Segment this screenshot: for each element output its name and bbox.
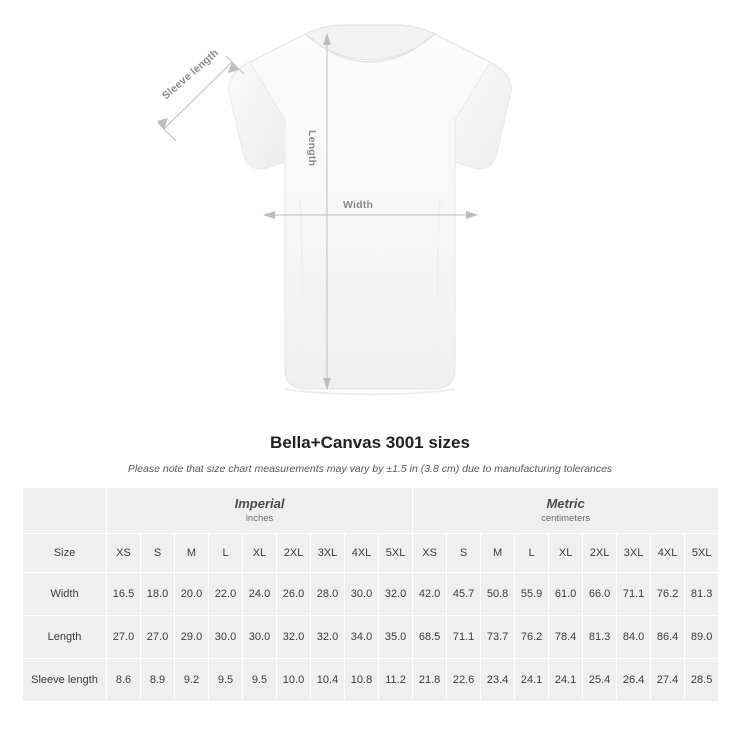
col-header: M — [481, 534, 515, 573]
row-label-sleeve-length: Sleeve length — [23, 659, 107, 702]
cell: 21.8 — [413, 659, 447, 702]
cell: 10.8 — [345, 659, 379, 702]
cell: 26.4 — [617, 659, 651, 702]
col-header: 2XL — [277, 534, 311, 573]
cell: 20.0 — [175, 573, 209, 616]
cell: 23.4 — [481, 659, 515, 702]
sleeve-length-label: Sleeve length — [160, 46, 221, 103]
cell: 55.9 — [515, 573, 549, 616]
col-header: 3XL — [617, 534, 651, 573]
col-header: 3XL — [311, 534, 345, 573]
cell: 50.8 — [481, 573, 515, 616]
cell: 18.0 — [141, 573, 175, 616]
row-label-length: Length — [23, 616, 107, 659]
width-label: Width — [343, 199, 374, 211]
page-title: Bella+Canvas 3001 sizes — [270, 433, 470, 452]
table-unit-header-row — [23, 488, 719, 534]
cell: 32.0 — [311, 616, 345, 659]
cell: 42.0 — [413, 573, 447, 616]
cell: 9.2 — [175, 659, 209, 702]
col-header: 4XL — [345, 534, 379, 573]
cell: 8.6 — [107, 659, 141, 702]
cell: 34.0 — [345, 616, 379, 659]
table-row — [23, 616, 719, 659]
cell: 45.7 — [447, 573, 481, 616]
col-header: 4XL — [651, 534, 685, 573]
col-header: 2XL — [583, 534, 617, 573]
cell: 71.1 — [447, 616, 481, 659]
col-header: L — [515, 534, 549, 573]
unit-group-metric — [413, 488, 719, 534]
unit-group-imperial — [107, 488, 413, 534]
measurement-note: Please note that size chart measurements may vary by ±1.5 in (3.8 cm) due to manufacturing tolerances — [127, 463, 613, 475]
cell: 86.4 — [651, 616, 685, 659]
cell: 71.1 — [617, 573, 651, 616]
cell: 24.1 — [549, 659, 583, 702]
cell: 89.0 — [685, 616, 719, 659]
cell: 11.2 — [379, 659, 413, 702]
unit-group-metric-name: Metric — [546, 495, 585, 511]
col-header: S — [141, 534, 175, 573]
cell: 68.5 — [413, 616, 447, 659]
unit-group-imperial-name: Imperial — [234, 495, 285, 511]
cell: 73.7 — [481, 616, 515, 659]
cell: 27.0 — [141, 616, 175, 659]
cell: 84.0 — [617, 616, 651, 659]
unit-group-metric-sub: centimeters — [541, 512, 591, 524]
table-row — [23, 659, 719, 702]
col-header: S — [447, 534, 481, 573]
cell: 22.6 — [447, 659, 481, 702]
cell: 35.0 — [379, 616, 413, 659]
cell: 10.4 — [311, 659, 345, 702]
cell: 32.0 — [379, 573, 413, 616]
cell: 24.0 — [243, 573, 277, 616]
col-header: XS — [107, 534, 141, 573]
col-header: 5XL — [379, 534, 413, 573]
col-header: XL — [549, 534, 583, 573]
col-header: M — [175, 534, 209, 573]
col-header: XL — [243, 534, 277, 573]
cell: 29.0 — [175, 616, 209, 659]
size-table — [22, 487, 719, 702]
cell: 30.0 — [243, 616, 277, 659]
cell: 28.0 — [311, 573, 345, 616]
row-label-width: Width — [23, 573, 107, 616]
table-row — [23, 573, 719, 616]
size-table-wrapper — [22, 487, 718, 702]
cell: 30.0 — [209, 616, 243, 659]
cell: 81.3 — [685, 573, 719, 616]
cell: 81.3 — [583, 616, 617, 659]
cell: 61.0 — [549, 573, 583, 616]
col-header: L — [209, 534, 243, 573]
cell: 28.5 — [685, 659, 719, 702]
length-label: Length — [306, 130, 318, 167]
unit-header-spacer — [23, 488, 107, 534]
cell: 32.0 — [277, 616, 311, 659]
cell: 66.0 — [583, 573, 617, 616]
cell: 27.4 — [651, 659, 685, 702]
cell: 78.4 — [549, 616, 583, 659]
title-block — [0, 433, 740, 475]
cell: 30.0 — [345, 573, 379, 616]
cell: 25.4 — [583, 659, 617, 702]
size-corner-label: Size — [23, 534, 107, 573]
cell: 27.0 — [107, 616, 141, 659]
cell: 8.9 — [141, 659, 175, 702]
cell: 76.2 — [651, 573, 685, 616]
col-header: 5XL — [685, 534, 719, 573]
cell: 22.0 — [209, 573, 243, 616]
cell: 9.5 — [209, 659, 243, 702]
cell: 10.0 — [277, 659, 311, 702]
col-header: XS — [413, 534, 447, 573]
cell: 76.2 — [515, 616, 549, 659]
cell: 24.1 — [515, 659, 549, 702]
unit-group-imperial-sub: inches — [245, 512, 274, 524]
table-column-header-row — [23, 534, 719, 573]
cell: 26.0 — [277, 573, 311, 616]
cell: 9.5 — [243, 659, 277, 702]
cell: 16.5 — [107, 573, 141, 616]
